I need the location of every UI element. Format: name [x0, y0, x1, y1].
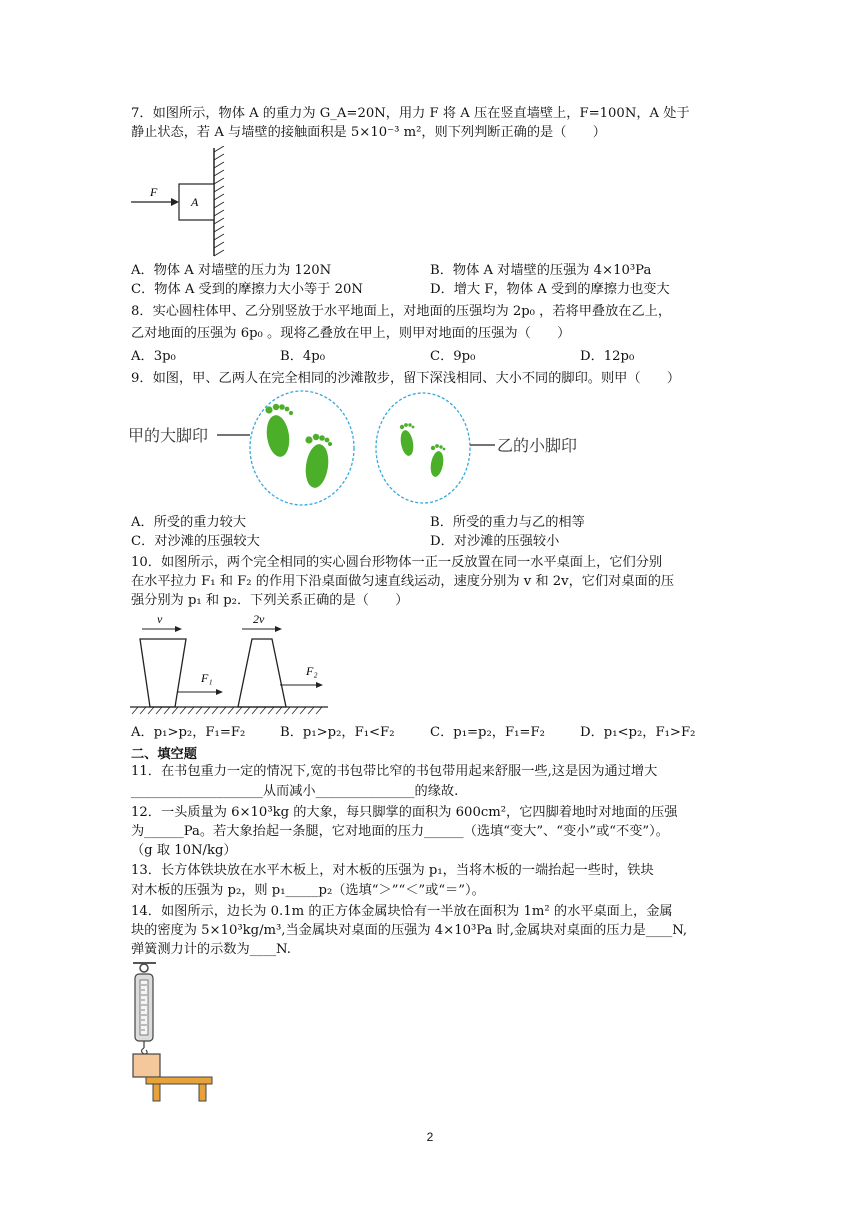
force-f-label: F [150, 185, 158, 199]
page-number: 2 [426, 1130, 434, 1144]
big-footprints-icon [264, 404, 332, 490]
q10-frustum-figure [128, 612, 338, 718]
metal-block [133, 1054, 160, 1077]
q9-line-1: 9．如图，甲、乙两人在完全相同的沙滩散步，留下深浅相同、大小不同的脚印。则甲（ ） [131, 371, 681, 386]
small-footprint-circle [376, 393, 470, 503]
q11-line-1: 11．在书包重力一定的情况下,宽的书包带比窄的书包带用起来舒服一些,这是因为通过增大 [131, 764, 658, 779]
q7-line-2: 静止状态，若 A 与墙壁的接触面积是 5×10⁻³ m²，则下列判断正确的是（ ） [131, 125, 606, 140]
big-footprint-label: 甲的大脚印 [128, 426, 209, 445]
q10-option-a: A．p₁>p₂，F₁=F₂ [131, 725, 246, 740]
upright-frustum [238, 639, 286, 707]
q8-line-2: 乙对地面的压强为 6p₀ 。现将乙叠放在甲上，则甲对地面的压强为（ ） [131, 326, 571, 341]
q7-option-a: A．物体 A 对墙壁的压力为 120N [131, 263, 332, 278]
q10-line-3: 强分别为 p₁ 和 p₂．下列关系正确的是（ ） [131, 593, 409, 608]
q12-line-3: （g 取 10N/kg） [131, 843, 237, 858]
block-a-label: A [191, 195, 199, 209]
q12-line-2: 为______Pa。若大象抬起一条腿，它对地面的压力______（选填“变大”、“变小”或“不变”）。 [131, 824, 669, 839]
q12-line-1: 12．一头质量为 6×10³kg 的大象，每只脚掌的面积为 600cm²，它四脚着地时对地面的压强 [131, 805, 678, 820]
q10-line-1: 10．如图所示，两个完全相同的实心圆台形物体一正一反放置在同一水平桌面上，它们分别 [131, 555, 663, 570]
q7-line-1: 7．如图所示，物体 A 的重力为 G_A=20N，用力 F 将 A 压在竖直墙壁上，F=100N，A 处于 [131, 106, 690, 121]
q13-line-2: 对木板的压强为 p₂，则 p₁_____p₂（选填“＞”“＜”或“＝”）。 [131, 883, 485, 898]
q14-line-2: 块的密度为 5×10³kg/m³,当金属块对桌面的压强为 4×10³Pa 时,金属块对桌面的压力是____N, [131, 923, 688, 938]
q7-option-b: B．物体 A 对墙壁的压强为 4×10³Pa [430, 263, 652, 278]
q8-option-a: A．3p₀ [131, 349, 176, 364]
q9-footprint-figure [128, 388, 608, 510]
q9-option-d: D．对沙滩的压强较小 [430, 534, 560, 549]
q10-line-2: 在水平拉力 F₁ 和 F₂ 的作用下沿桌面做匀速直线运动，速度分别为 v 和 2v，它们对桌面的压 [131, 574, 675, 589]
force-f1-label: F₁ [201, 671, 213, 685]
q10-option-c: C．p₁=p₂，F₁=F₂ [430, 725, 545, 740]
q8-option-c: C．9p₀ [430, 349, 476, 364]
q8-line-1: 8．实心圆柱体甲、乙分别竖放于水平地面上，对地面的压强均为 2p₀ ，若将甲叠放在乙上， [131, 304, 672, 319]
q9-option-c: C．对沙滩的压强较大 [131, 534, 260, 549]
q11-line-2: ____________________从而减小_______________的缘故. [131, 784, 459, 799]
section-heading-fill-in: 二、填空题 [131, 747, 197, 762]
q14-line-1: 14．如图所示，边长为 0.1m 的正方体金属块恰有一半放在面积为 1m² 的水平桌面上，金属 [131, 904, 673, 919]
q10-option-b: B．p₁>p₂，F₁<F₂ [280, 725, 395, 740]
force-f2-label: F₂ [306, 664, 318, 678]
velocity-2v-label: 2v [253, 612, 265, 626]
q9-option-b: B．所受的重力与乙的相等 [430, 515, 585, 530]
q14-line-3: 弹簧测力计的示数为____N. [131, 942, 291, 957]
q9-option-a: A．所受的重力较大 [131, 515, 247, 530]
inverted-frustum [140, 639, 186, 707]
q10-option-d: D．p₁<p₂，F₁>F₂ [580, 725, 696, 740]
big-footprint-circle [250, 391, 354, 505]
q7-option-d: D．增大 F，物体 A 受到的摩擦力也变大 [430, 282, 670, 297]
q14-spring-scale-figure [128, 960, 228, 1104]
small-footprints-icon [399, 423, 446, 478]
q8-option-b: B．4p₀ [280, 349, 325, 364]
table-top [146, 1077, 212, 1084]
q7-option-c: C．物体 A 受到的摩擦力大小等于 20N [131, 282, 363, 297]
q13-line-1: 13．长方体铁块放在水平木板上，对木板的压强为 p₁，当将木板的一端抬起一些时，铁块 [131, 863, 654, 878]
q7-wall-figure [128, 146, 238, 258]
small-footprint-label: 乙的小脚印 [497, 436, 578, 455]
q8-option-d: D．12p₀ [580, 349, 635, 364]
velocity-v-label: v [157, 612, 163, 626]
